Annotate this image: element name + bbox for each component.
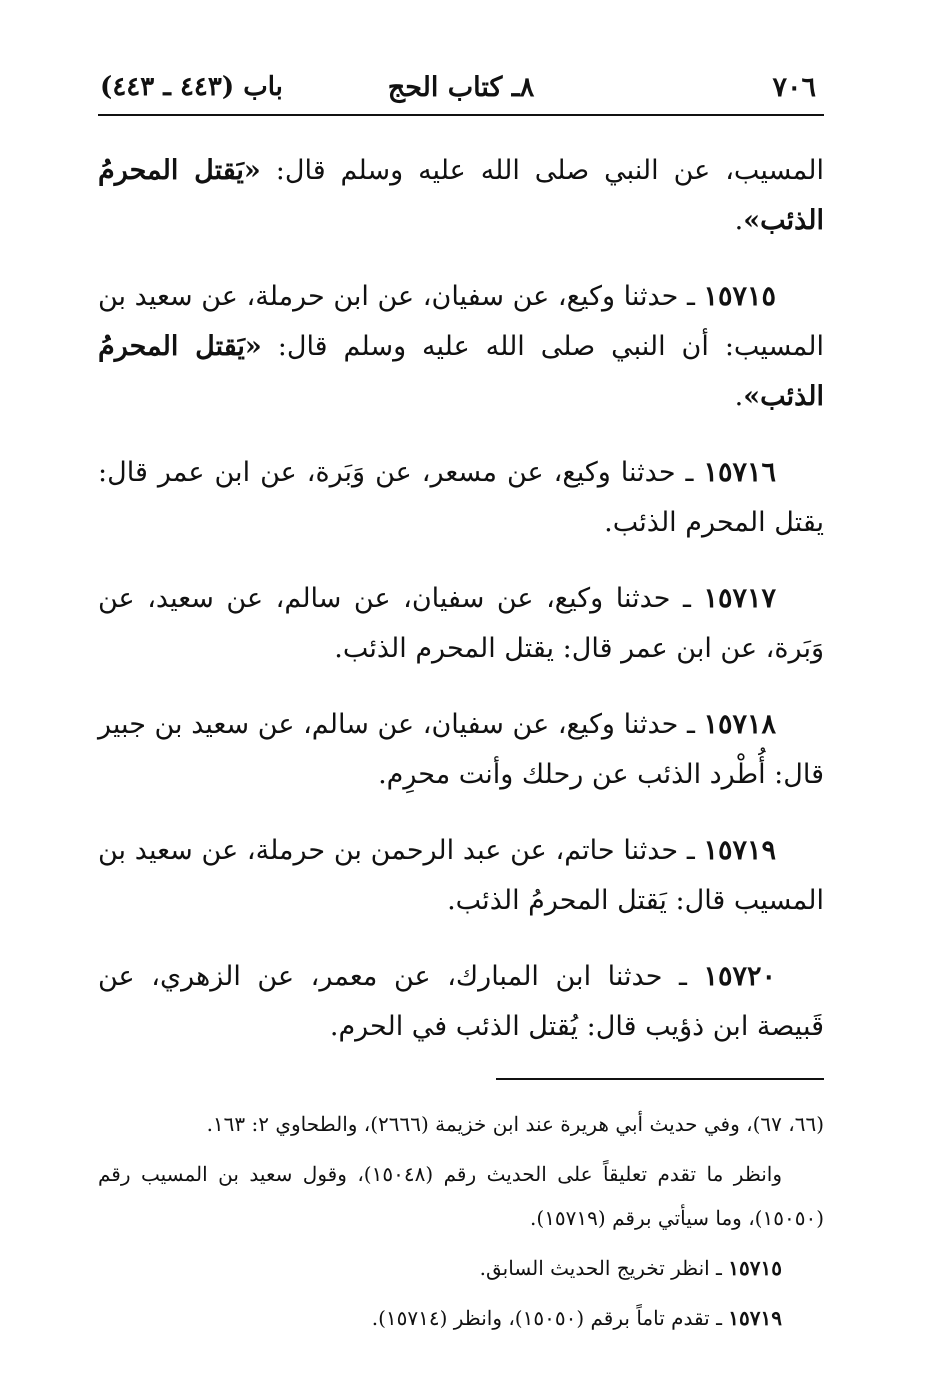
footnote-number: ١٥٧١٥ xyxy=(728,1256,782,1280)
prophetic-quote: «يَقتل المحرمُ الذئب» xyxy=(98,155,824,236)
book-title: ٨ـ كتاب الحج xyxy=(387,72,535,103)
hadith-paragraph xyxy=(98,448,824,548)
footnote-number: ١٥٧١٩ xyxy=(728,1306,782,1330)
main-text xyxy=(98,146,824,1052)
hadith-text: ـ حدثنا وكيع، عن سفيان، عن ابن حرملة، عن سعيد بن المسيب: أن النبي صلى الله عليه وسلم قال: xyxy=(98,281,824,362)
hadith-text: ـ حدثنا وكيع، عن سفيان، عن سالم، عن سعيد بن جبير قال: أُطْرد الذئب عن رحلك وأنت محرِم. xyxy=(98,709,824,790)
footnote-text: ـ تقدم تاماً برقم (١٥٠٥٠)، وانظر (١٥٧١٤). xyxy=(371,1306,729,1330)
footnote-text: (٦٦، ٦٧)، وفي حديث أبي هريرة عند ابن خزيمة (٢٦٦٦)، والطحاوي ٢: ١٦٣. xyxy=(206,1112,824,1136)
chapter-range: باب (٤٤٣ ـ ٤٤٣) xyxy=(100,72,283,102)
hadith-paragraph xyxy=(98,826,824,926)
paragraph-tail: . xyxy=(734,205,744,236)
footnote-text: ـ انظر تخريج الحديث السابق. xyxy=(479,1256,729,1280)
paragraph-tail: . xyxy=(734,381,744,412)
hadith-number: ١٥٧١٧ xyxy=(703,583,776,614)
paragraph-text: المسيب، عن النبي صلى الله عليه وسلم قال: xyxy=(260,155,824,186)
hadith-number: ١٥٧١٦ xyxy=(703,457,776,488)
footnote xyxy=(98,1246,824,1290)
hadith-text: ـ حدثنا ابن المبارك، عن معمر، عن الزهري، عن قَبيصة ابن ذؤيب قال: يُقتل الذئب في الحرم. xyxy=(98,961,824,1042)
hadith-text: ـ حدثنا حاتم، عن عبد الرحمن بن حرملة، عن سعيد بن المسيب قال: يَقتل المحرمُ الذئب. xyxy=(98,835,824,916)
footnote-continuation xyxy=(98,1102,824,1146)
footnote xyxy=(98,1152,824,1240)
footnotes xyxy=(98,1102,824,1340)
running-header xyxy=(98,60,824,116)
hadith-number: ١٥٧٢٠ xyxy=(703,961,776,992)
hadith-number: ١٥٧١٩ xyxy=(703,835,776,866)
footnote-text: وانظر ما تقدم تعليقاً على الحديث رقم (١٥٠٤٨)، وقول سعيد بن المسيب رقم (١٥٠٥٠)، وما سيأتي برقم (١٥٧١٩). xyxy=(98,1162,824,1230)
hadith-text: ـ حدثنا وكيع، عن مسعر، عن وَبَرة، عن ابن عمر قال: يقتل المحرم الذئب. xyxy=(98,457,824,538)
hadith-text: ـ حدثنا وكيع، عن سفيان، عن سالم، عن سعيد، عن وَبَرة، عن ابن عمر قال: يقتل المحرم الذئب. xyxy=(98,583,824,664)
footnote xyxy=(98,1296,824,1340)
hadith-number: ١٥٧١٨ xyxy=(703,709,776,740)
hadith-paragraph xyxy=(98,272,824,422)
paragraph-continuation xyxy=(98,146,824,246)
hadith-paragraph xyxy=(98,574,824,674)
footnote-separator xyxy=(496,1078,824,1080)
book-page xyxy=(98,60,824,1346)
hadith-paragraph xyxy=(98,700,824,800)
prophetic-quote: «يَقتل المحرمُ الذئب» xyxy=(98,331,824,412)
hadith-number: ١٥٧١٥ xyxy=(703,281,776,312)
page-number: ٧٠٦ xyxy=(772,72,816,103)
hadith-paragraph xyxy=(98,952,824,1052)
